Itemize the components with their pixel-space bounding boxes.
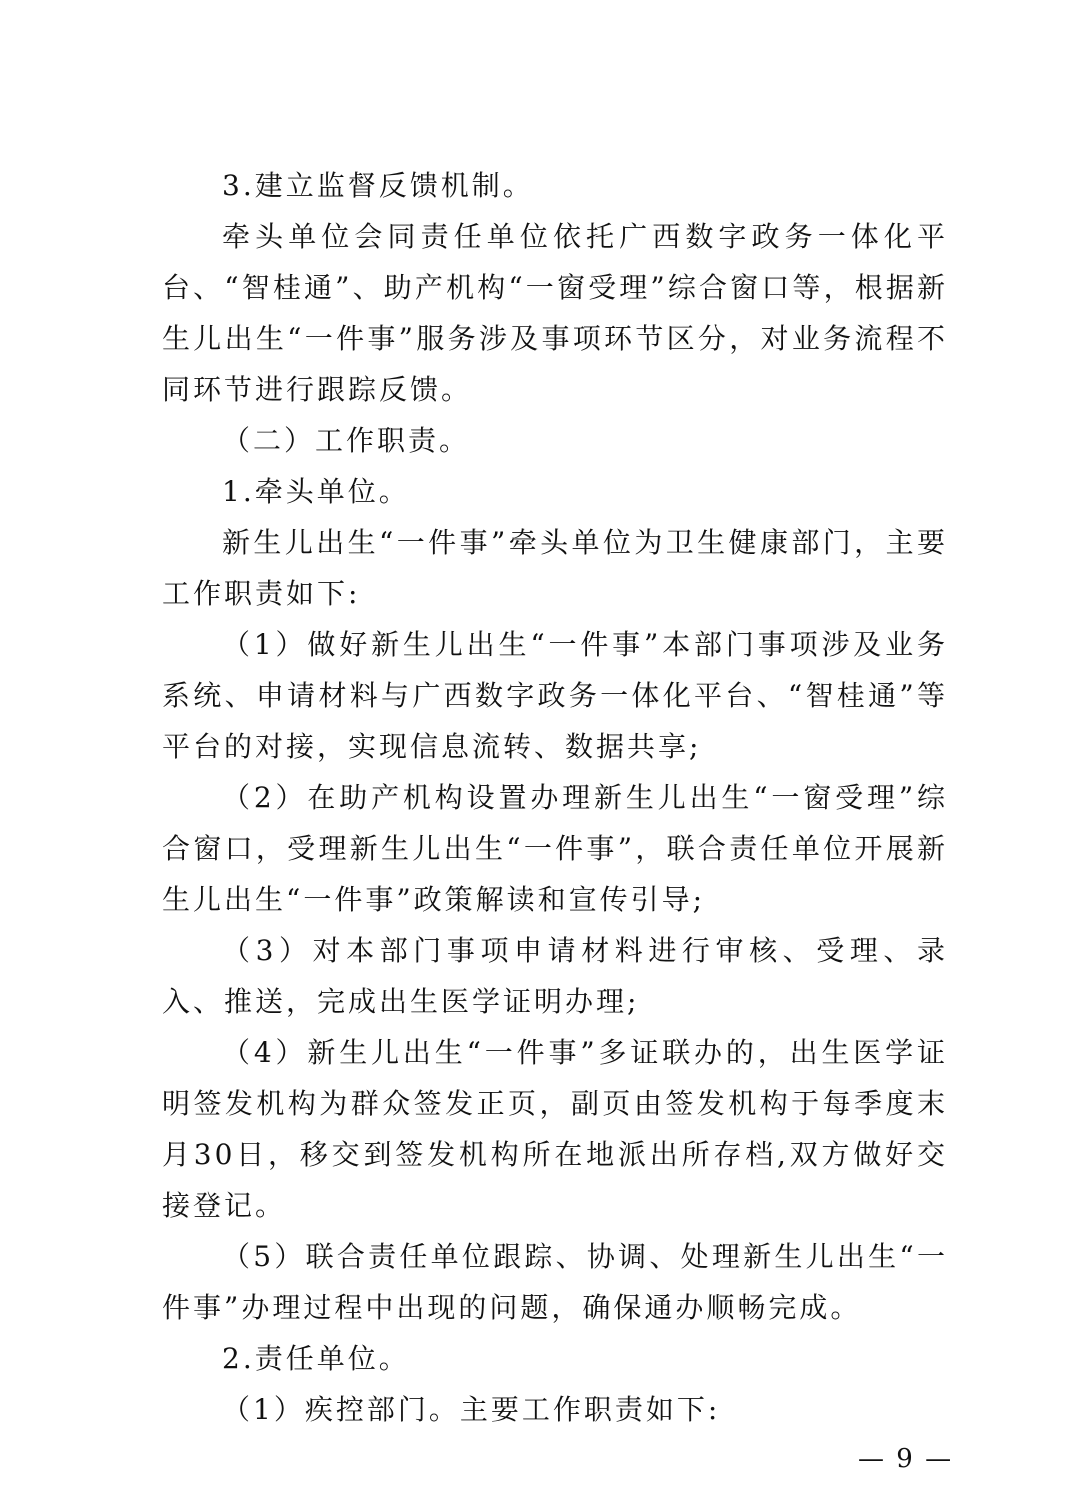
- paragraph-feedback-mechanism: 牵头单位会同责任单位依托广西数字政务一体化平台、“智桂通”、助产机构“一窗受理”综合窗口等，根据新生儿出生“一件事”服务涉及事项环节区分，对业务流程不同环节进行跟踪反馈。: [162, 220, 948, 406]
- heading-responsible-units: 2.责任单位。: [222, 1342, 410, 1375]
- list-item-duty-5: （5）联合责任单位跟踪、协调、处理新生儿出生“一件事”办理过程中出现的问题，确保通办顺畅完成。: [162, 1240, 948, 1324]
- paragraph-lead-unit-intro: 新生儿出生“一件事”牵头单位为卫生健康部门，主要工作职责如下:: [162, 526, 948, 610]
- list-item-cdc-department: （1）疾控部门。主要工作职责如下:: [222, 1393, 721, 1426]
- list-item-duty-2: （2）在助产机构设置办理新生儿出生“一窗受理”综合窗口，受理新生儿出生“一件事”，联合责任单位开展新生儿出生“一件事”政策解读和宣传引导;: [162, 781, 948, 916]
- page-number: — 9 —: [858, 1444, 954, 1474]
- heading-work-duties: （二）工作职责。: [222, 424, 471, 457]
- document-body: [162, 160, 948, 1435]
- list-item-duty-3: （3）对本部门事项申请材料进行审核、受理、录入、推送，完成出生医学证明办理;: [162, 934, 948, 1018]
- list-item-duty-1: （1）做好新生儿出生“一件事”本部门事项涉及业务系统、申请材料与广西数字政务一体化平台、“智桂通”等平台的对接，实现信息流转、数据共享;: [162, 628, 948, 763]
- heading-lead-unit: 1.牵头单位。: [222, 475, 410, 508]
- heading-supervision-feedback: 3.建立监督反馈机制。: [222, 169, 534, 202]
- list-item-duty-4: （4）新生儿出生“一件事”多证联办的，出生医学证明签发机构为群众签发正页，副页由签发机构于每季度末月30日，移交到签发机构所在地派出所存档,双方做好交接登记。: [162, 1036, 948, 1222]
